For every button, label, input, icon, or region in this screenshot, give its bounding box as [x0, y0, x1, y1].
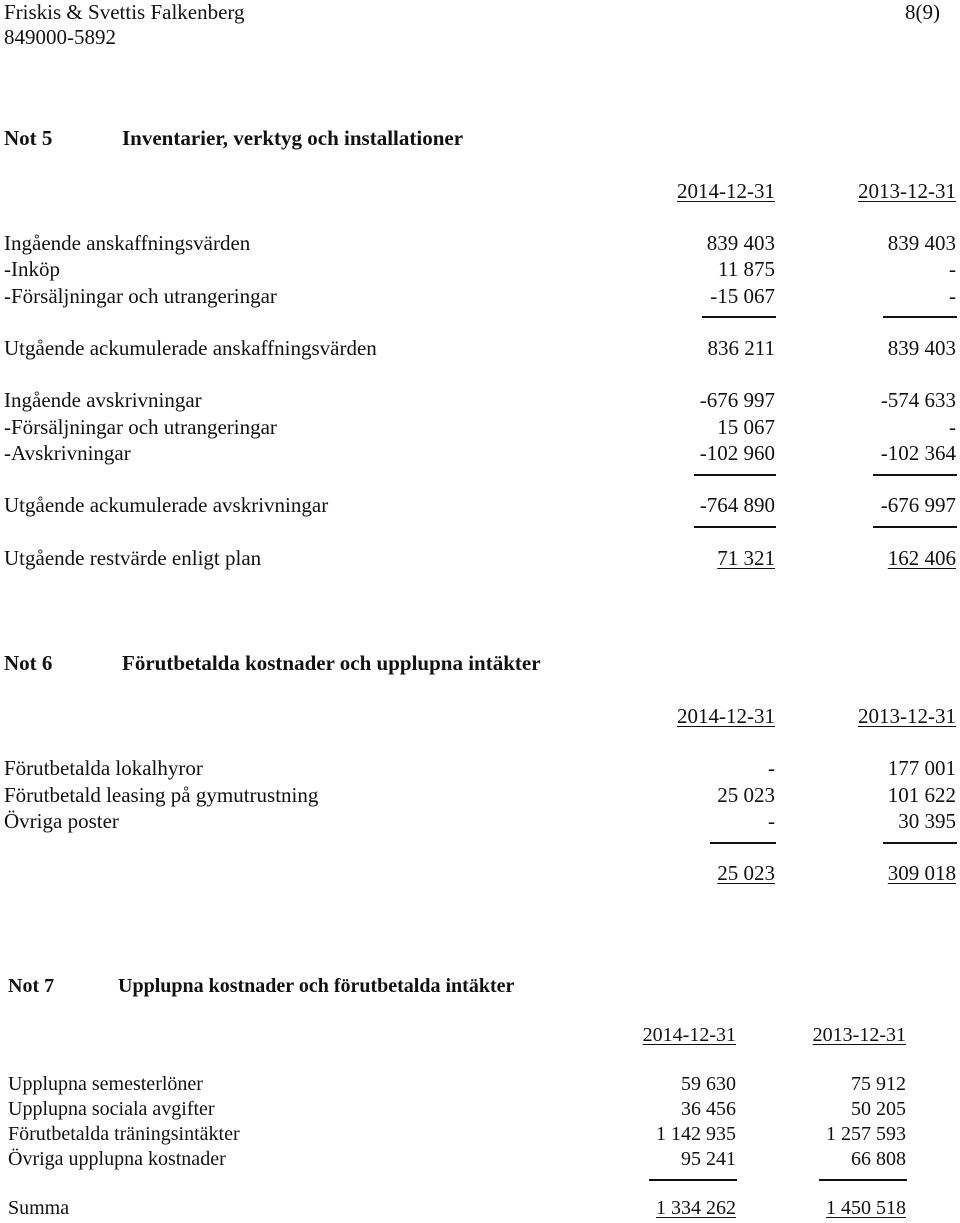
note5-row-value-2014: 839 403 — [706, 231, 775, 255]
note5-total-value-2013: 162 406 — [887, 546, 956, 570]
note5-row-value-2014: 15 067 — [717, 415, 775, 439]
note7-row-value-2014: 1 142 935 — [656, 1123, 736, 1145]
note5-row-value-2013: 839 403 — [887, 336, 956, 360]
subtotal-rule — [694, 474, 776, 476]
note6-row-value-2013: 30 395 — [898, 809, 956, 833]
note6-row-value-2014: 25 023 — [717, 783, 775, 807]
note6-row-value-2013: 101 622 — [887, 783, 956, 807]
note6-total-value-2014: 25 023 — [717, 861, 775, 885]
note5-total-label: Utgående restvärde enligt plan — [4, 546, 262, 570]
note7-total-value-2013: 1 450 518 — [826, 1197, 906, 1219]
subtotal-rule — [873, 474, 957, 476]
note6-row-label: Förutbetalda lokalhyror — [4, 756, 203, 780]
subtotal-rule — [883, 842, 957, 844]
note5-row-label: Utgående ackumulerade anskaffningsvärden — [4, 336, 377, 360]
organization-number: 849000-5892 — [4, 25, 116, 49]
note7-row-label: Förutbetalda träningsintäkter — [8, 1123, 240, 1145]
note5-row-value-2013: -676 997 — [880, 493, 956, 517]
note5-row-value-2014: 11 875 — [718, 257, 775, 281]
note6-title: Förutbetalda kostnader och upplupna intäkter — [122, 651, 541, 675]
note7-row-label: Upplupna semesterlöner — [8, 1073, 203, 1095]
note6-row-label: Övriga poster — [4, 809, 119, 833]
note5-col2-header: 2013-12-31 — [858, 179, 956, 203]
note5-row-value-2013: 839 403 — [887, 231, 956, 255]
subtotal-rule — [873, 526, 957, 528]
note5-row-value-2014: -764 890 — [699, 493, 775, 517]
note5-row-value-2014: -102 960 — [699, 441, 775, 465]
note5-row-label: Ingående anskaffningsvärden — [4, 231, 251, 255]
note7-title: Upplupna kostnader och förutbetalda intäkter — [118, 975, 515, 997]
page-number: 8(9) — [905, 0, 940, 24]
note5-row-label: -Försäljningar och utrangeringar — [4, 415, 277, 439]
note6-col1-header: 2014-12-31 — [677, 704, 775, 728]
note7-row-value-2014: 95 241 — [681, 1148, 736, 1170]
note5-row-value-2013: -574 633 — [880, 388, 956, 412]
note5-row-label: -Avskrivningar — [4, 441, 131, 465]
note5-col1-header: 2014-12-31 — [677, 179, 775, 203]
note7-row-label: Upplupna sociala avgifter — [8, 1098, 215, 1120]
note5-row-value-2014: -676 997 — [699, 388, 775, 412]
note7-row-value-2013: 1 257 593 — [826, 1123, 906, 1145]
note7-col1-header: 2014-12-31 — [642, 1024, 736, 1046]
note6-total-value-2013: 309 018 — [887, 861, 956, 885]
note6-row-value-2014: - — [768, 809, 775, 833]
organization-name: Friskis & Svettis Falkenberg — [4, 0, 245, 24]
note6-row-value-2013: 177 001 — [887, 756, 956, 780]
note5-row-label: Ingående avskrivningar — [4, 388, 202, 412]
note5-row-value-2014: 836 211 — [707, 336, 775, 360]
subtotal-rule — [702, 316, 776, 318]
note7-row-value-2013: 66 808 — [851, 1148, 906, 1170]
note5-row-value-2013: -102 364 — [880, 441, 956, 465]
note7-row-value-2014: 59 630 — [681, 1073, 736, 1095]
subtotal-rule — [819, 1179, 907, 1181]
note5-row-label: -Inköp — [4, 257, 60, 281]
note7-total-value-2014: 1 334 262 — [656, 1197, 736, 1219]
subtotal-rule — [710, 842, 776, 844]
note6-col2-header: 2013-12-31 — [858, 704, 956, 728]
note7-row-value-2014: 36 456 — [681, 1098, 736, 1120]
note5-number: Not 5 — [4, 126, 53, 150]
note7-number: Not 7 — [8, 975, 55, 997]
note6-number: Not 6 — [4, 651, 53, 675]
note7-total-label: Summa — [8, 1197, 70, 1219]
note5-row-label: -Försäljningar och utrangeringar — [4, 284, 277, 308]
note5-row-value-2013: - — [949, 257, 956, 281]
note5-total-value-2014: 71 321 — [717, 546, 775, 570]
note7-col2-header: 2013-12-31 — [812, 1024, 906, 1046]
subtotal-rule — [883, 316, 957, 318]
note5-row-value-2013: - — [949, 415, 956, 439]
note6-row-label: Förutbetald leasing på gymutrustning — [4, 783, 319, 807]
note7-row-label: Övriga upplupna kostnader — [8, 1148, 226, 1170]
note7-row-value-2013: 75 912 — [851, 1073, 906, 1095]
note5-row-value-2014: -15 067 — [710, 284, 775, 308]
note5-title: Inventarier, verktyg och installationer — [122, 126, 464, 150]
note5-row-value-2013: - — [949, 284, 956, 308]
note5-row-label: Utgående ackumulerade avskrivningar — [4, 493, 329, 517]
subtotal-rule — [694, 526, 776, 528]
note6-row-value-2014: - — [768, 756, 775, 780]
subtotal-rule — [649, 1179, 737, 1181]
note7-row-value-2013: 50 205 — [851, 1098, 906, 1120]
